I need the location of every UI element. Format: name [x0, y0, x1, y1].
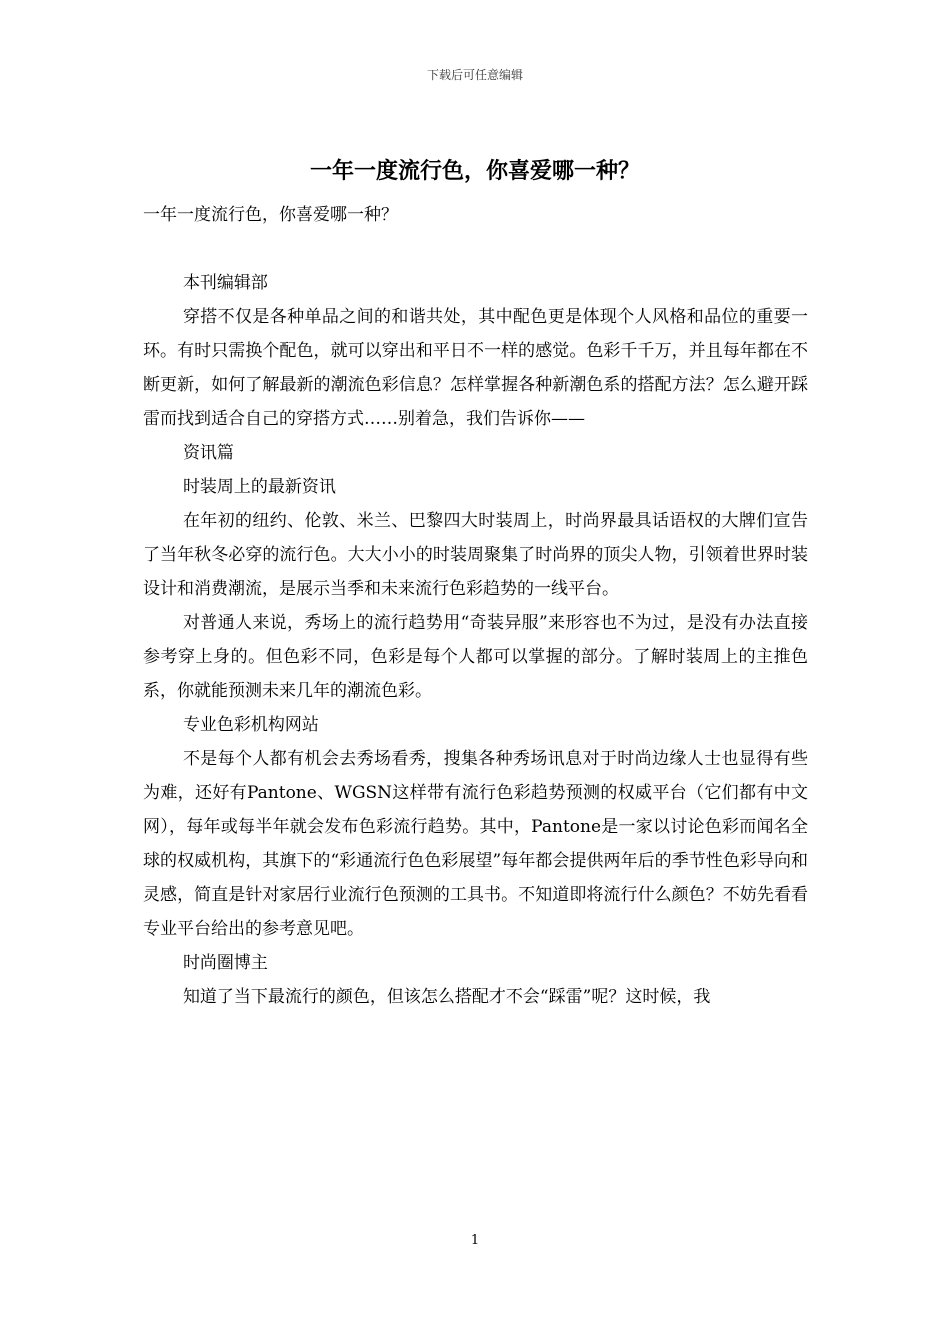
paragraph-fashion-week: 在年初的纽约、伦敦、米兰、巴黎四大时装周上，时尚界最具话语权的大牌们宣告了当年秋冬必穿的流行色。大大小小的时装周聚集了时尚界的顶尖人物，引领着世界时装设计和消费潮流，是展示当季和未来流行色彩趋势的一线平台。 [143, 511, 808, 599]
section-heading-news: 资讯篇 [182, 443, 234, 463]
paragraph-ordinary-people: 对普通人来说，秀场上的流行趋势用“奇装异服”来形容也不为过，是没有办法直接参考穿上身的。但色彩不同，色彩是每个人都可以掌握的部分。了解时装周上的主推色系，你就能预测未来几年的潮流色彩。 [143, 613, 808, 701]
paragraph-bloggers: 知道了当下最流行的颜色，但该怎么搭配才不会“踩雷”呢？这时候，我 [182, 987, 711, 1007]
subheading-fashion-week: 时装周上的最新资讯 [182, 477, 336, 497]
page-number: 1 [470, 1233, 480, 1248]
blank-line [143, 232, 808, 266]
paragraph-color-institutes: 不是每个人都有机会去秀场看秀，搜集各种秀场讯息对于时尚边缘人士也显得有些为难，还好有Pantone、WGSN这样带有流行色彩趋势预测的权威平台（它们都有中文网），每年或每半年就会发布色彩流行趋势。其中，Pantone是一家以讨论色彩而闻名全球的权威机构，其旗下的“彩通流行色色彩展望”每年都会提供两年后的季节性色彩导向和灵感，简直是针对家居行业流行色预测的工具书。不知道即将流行什么颜色？不妨先看看专业平台给出的参考意见吧。 [143, 749, 808, 939]
document-title: 一年一度流行色，你喜爱哪一种？ [309, 158, 640, 184]
subtitle-line: 一年一度流行色，你喜爱哪一种？ [143, 205, 398, 225]
paragraph-intro: 穿搭不仅是各种单品之间的和谐共处，其中配色更是体现个人风格和品位的重要一环。有时只需换个配色，就可以穿出和平日不一样的感觉。色彩千千万，并且每年都在不断更新，如何了解最新的潮流色彩信息？怎样掌握各种新潮色系的搭配方法？怎么避开踩雷而找到适合自己的穿搭方式……别着急，我们告诉你—— [143, 307, 808, 429]
header-note: 下载后可任意编辑 [426, 68, 523, 82]
subheading-color-institutes: 专业色彩机构网站 [182, 715, 319, 735]
byline: 本刊编辑部 [182, 273, 268, 293]
subheading-bloggers: 时尚圈博主 [182, 953, 268, 973]
document-body [143, 198, 808, 1014]
